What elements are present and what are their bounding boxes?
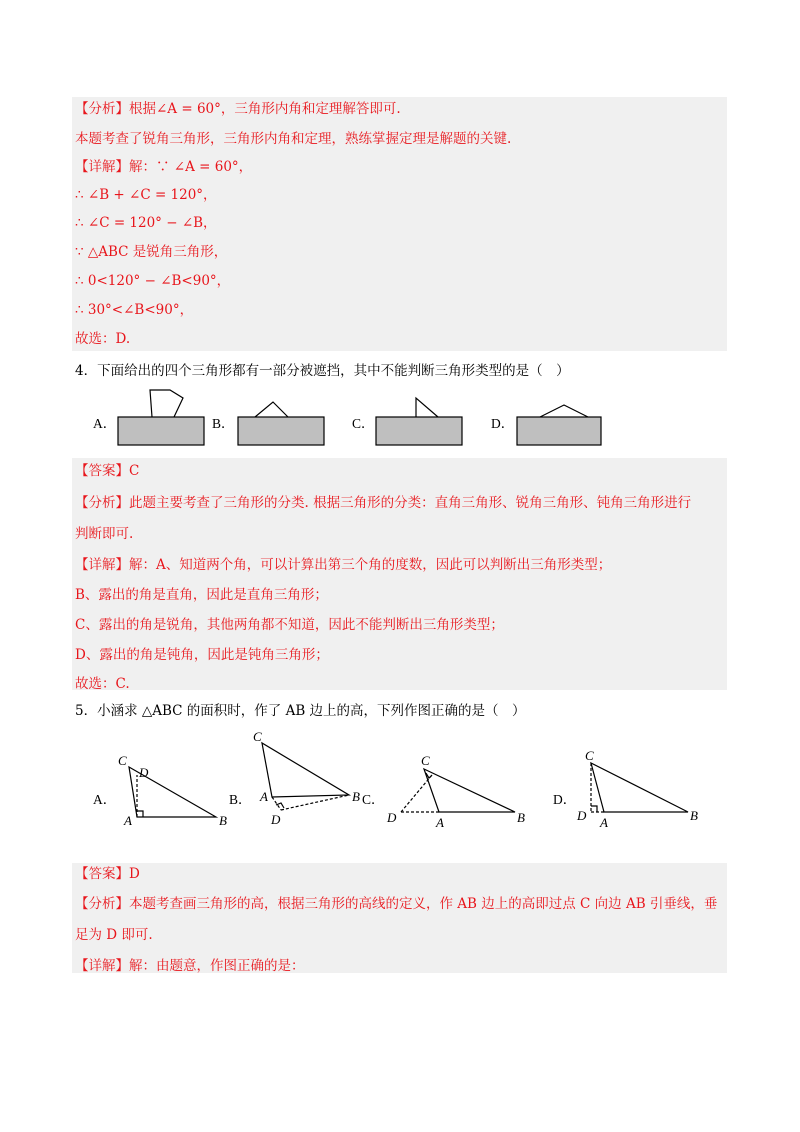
step-line-4: ∴ 0<120° − ∠B<90°，: [75, 273, 231, 289]
step-line-5: ∴ 30°<∠B<90°，: [75, 302, 194, 318]
answer-text: C: [129, 463, 140, 479]
q5b-label-c: C: [253, 729, 262, 744]
q5c-label-c: C: [421, 753, 430, 768]
q5c-label-b: B: [517, 810, 525, 825]
q4-figure-c: [376, 398, 462, 445]
step-line-1: ∴ ∠B + ∠C = 120°，: [75, 187, 217, 203]
analysis-mark: 【分析】: [75, 101, 129, 117]
question-5-stem: 5．小涵求 △ABC 的面积时，作了 AB 边上的高，下列作图正确的是（ ）: [75, 703, 526, 719]
q5-option-a-label: A．: [93, 792, 117, 807]
q5a-label-a: A: [124, 813, 132, 828]
q4-figure-b: [238, 402, 324, 445]
q5-figures: [0, 725, 800, 835]
solution-block-3: [72, 863, 727, 973]
q5a-label-b: B: [219, 813, 227, 828]
conclusion-line: 故选：D.: [75, 331, 131, 347]
analysis-line-2: 足为 D 即可.: [75, 927, 153, 943]
detail-line: [75, 557, 611, 573]
question-4-stem: 4．下面给出的四个三角形都有一部分被遮挡，其中不能判断三角形类型的是（ ）: [75, 363, 570, 379]
summary-line: 本题考查了锐角三角形，三角形内角和定理，熟练掌握定理是解题的关键.: [75, 131, 512, 147]
q5b-label-b: B: [352, 789, 360, 804]
q5a-label-d: D: [139, 765, 149, 780]
answer-text: D: [129, 866, 140, 882]
detail-line-c: C、露出的角是锐角，其他两角都不知道，因此不能判断出三角形类型；: [75, 617, 504, 633]
q4-option-a-label: A．: [93, 416, 117, 431]
q5-figure-b: [262, 743, 349, 810]
detail-text: 解：由题意，作图正确的是：: [129, 958, 305, 974]
q5d-label-b: B: [690, 808, 698, 823]
detail-mark: 【详解】: [75, 159, 129, 175]
analysis-text: 本题考查画三角形的高，根据三角形的高线的定义，作 AB 边上的高即过点 C 向边 AB 引垂线，垂: [129, 896, 718, 912]
analysis-text: 根据∠A = 60°，三角形内角和定理解答即可.: [129, 101, 401, 117]
answer-mark: 【答案】: [75, 866, 129, 882]
answer-line: [75, 866, 140, 882]
analysis-line: [75, 896, 717, 912]
step-line-3: ∵ △ABC 是锐角三角形，: [75, 244, 228, 260]
q5b-label-a: A: [260, 789, 268, 804]
q4-option-b-label: B．: [212, 416, 235, 431]
q5c-label-a: A: [436, 815, 444, 830]
q5d-label-d: D: [577, 808, 587, 823]
analysis-line: [75, 101, 401, 117]
q5c-label-d: D: [387, 810, 397, 825]
analysis-line-2: 判断即可.: [75, 526, 134, 542]
q4-figure-d: [517, 405, 601, 445]
q5d-label-c: C: [585, 748, 594, 763]
q4-option-c-label: C．: [352, 416, 375, 431]
analysis-text: 此题主要考查了三角形的分类. 根据三角形的分类：直角三角形、锐角三角形、钝角三角形进行: [129, 495, 692, 511]
q5-option-d-label: D．: [553, 792, 577, 807]
q5a-label-c: C: [118, 753, 127, 768]
detail-line-b: B、露出的角是直角，因此是直角三角形；: [75, 587, 328, 603]
q5-figure-d: [591, 763, 688, 812]
detail-mark: 【详解】: [75, 958, 129, 974]
answer-line: [75, 463, 139, 479]
q4-figures: [0, 385, 800, 450]
conclusion-line: 故选：C.: [75, 676, 130, 692]
detail-line-d: D、露出的角是钝角，因此是钝角三角形；: [75, 647, 329, 663]
q5d-label-a: A: [600, 815, 608, 830]
step-line-2: ∴ ∠C = 120° − ∠B，: [75, 215, 217, 231]
analysis-mark: 【分析】: [75, 896, 129, 912]
q5-option-c-label: C．: [362, 792, 385, 807]
q5b-label-d: D: [271, 812, 281, 827]
detail-line: [75, 958, 305, 974]
q5-figure-c: [401, 769, 515, 812]
detail-line: [75, 159, 252, 175]
detail-text: 解：∵ ∠A = 60°，: [129, 159, 253, 175]
detail-text: 解：A、知道两个角，可以计算出第三个角的度数，因此可以判断出三角形类型；: [129, 557, 612, 573]
q4-figure-a: [118, 390, 204, 445]
q5-option-b-label: B．: [229, 792, 252, 807]
analysis-mark: 【分析】: [75, 495, 129, 511]
detail-mark: 【详解】: [75, 557, 129, 573]
answer-mark: 【答案】: [75, 463, 129, 479]
analysis-line: [75, 495, 691, 511]
q4-option-d-label: D．: [491, 416, 515, 431]
